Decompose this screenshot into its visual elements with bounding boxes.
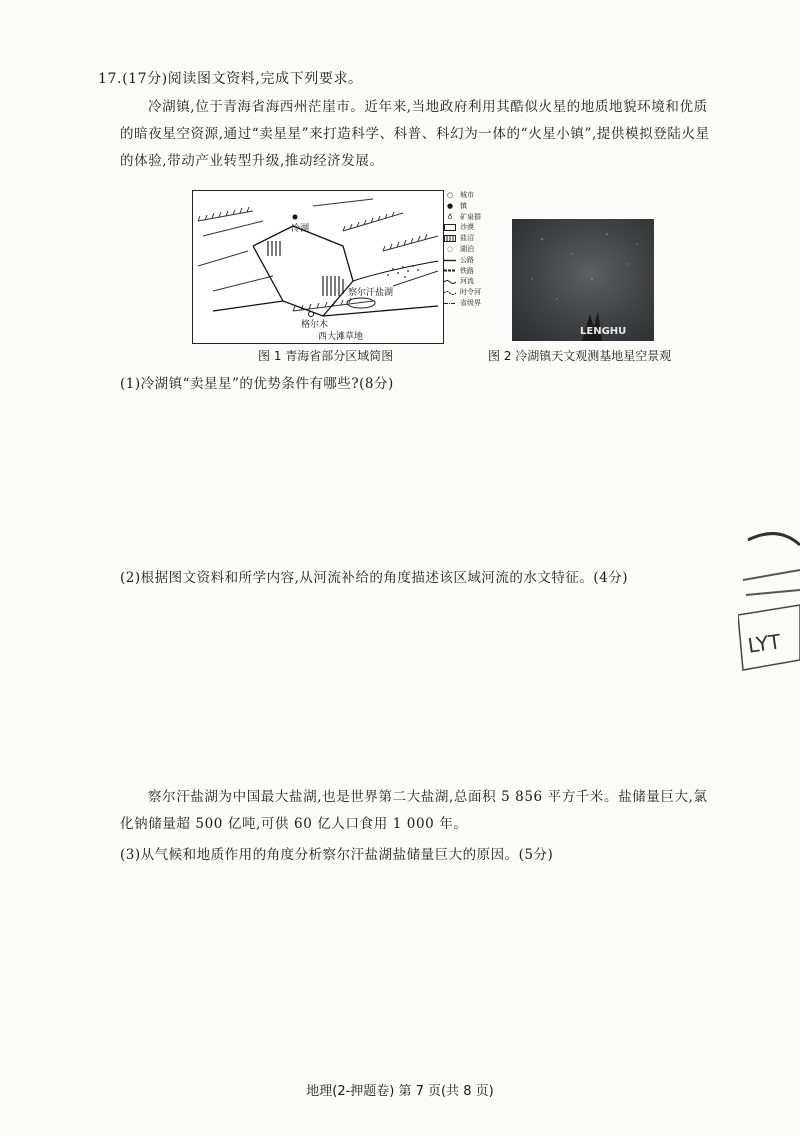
svg-text:LYT: LYT [746, 629, 783, 658]
stamp-watermark [738, 520, 800, 680]
legend-item: 河流 [443, 276, 501, 287]
sub-question-1: (1)冷湖镇“卖星星”的优势条件有哪些?(8分) [120, 376, 394, 392]
figure1-caption: 图 1 青海省部分区域简图 [258, 349, 394, 363]
road-icon [443, 256, 457, 264]
city-geermu-marker [309, 312, 314, 317]
lake-icon: ◌ [446, 244, 454, 253]
railway-icon [443, 267, 457, 275]
salt-marsh [268, 241, 343, 296]
sub-question-2: (2)根据图文资料和所学内容,从河流补给的角度描述该区域河流的水文特征。(4分) [120, 570, 629, 586]
town-icon: ● [446, 201, 454, 210]
figure1-map [192, 190, 444, 344]
legend-item: 公路 [443, 255, 501, 266]
legend-item: ○ 城市 [443, 190, 501, 201]
legend-item: ● 镇 [443, 201, 501, 212]
question-header: 17.(17分)阅读图文资料,完成下列要求。 [98, 71, 363, 87]
legend-item: 铁路 [443, 266, 501, 277]
legend-item: 省级界 [443, 298, 501, 309]
label-xidatan: 西大滩草地 [318, 332, 364, 342]
city-icon: ○ [446, 191, 454, 199]
desert-dots [387, 265, 419, 278]
river [353, 261, 438, 281]
material-paragraph-2: 察尔汗盐湖为中国最大盐湖,也是世界第二大盐湖,总面积 5 856 平方千米。盐储量巨大,氯化钠储量超 500 亿吨,可供 60 亿人口食用 1 000 年。 [120, 789, 708, 832]
label-geermu: 格尔木 [301, 320, 329, 330]
border-icon [443, 299, 457, 307]
roads [213, 226, 438, 316]
map-svg [193, 191, 443, 343]
legend-item: ◌ 湖泊 [443, 244, 501, 255]
river-icon [443, 278, 457, 286]
map-legend [443, 190, 501, 342]
spring-icon: ♁ [447, 212, 453, 221]
figure2-caption: 图 2 冷湖镇天文观测基地星空景观 [488, 349, 672, 363]
desert-icon [443, 224, 457, 232]
figure2-photo [512, 219, 654, 341]
label-chaerhan: 察尔汗盐湖 [348, 288, 394, 298]
intro-paragraph: 冷湖镇,位于青海省海西州茫崖市。近年来,当地政府利用其酷似火星的地质地貌环境和优质的暗夜星空资源,通过“卖星星”来打造科学、科普、科幻为一体的“火星小镇”,提供模拟登陆火星的体验,带动产业转型升级,推动经济发展。 [120, 99, 710, 169]
page-footer: 地理(2-押题卷) 第 7 页(共 8 页) [306, 1084, 494, 1099]
legend-item: ♁ 矿泉群 [443, 212, 501, 223]
label-lenghu: 冷湖 [291, 224, 310, 234]
legend-item: 盐沼 [443, 233, 501, 244]
photo-sign-text: LENGHU [580, 326, 627, 337]
salt-marsh-icon [443, 235, 457, 243]
legend-item: 时令河 [443, 287, 501, 298]
mountain-ranges [198, 199, 438, 311]
town-lenghu-marker [293, 215, 298, 220]
sub-question-3: (3)从气候和地质作用的角度分析察尔汗盐湖盐储量巨大的原因。(5分) [120, 847, 554, 863]
seasonal-river-icon [443, 289, 457, 297]
star-sky-photo [512, 219, 654, 341]
legend-item: 沙漠 [443, 222, 501, 233]
